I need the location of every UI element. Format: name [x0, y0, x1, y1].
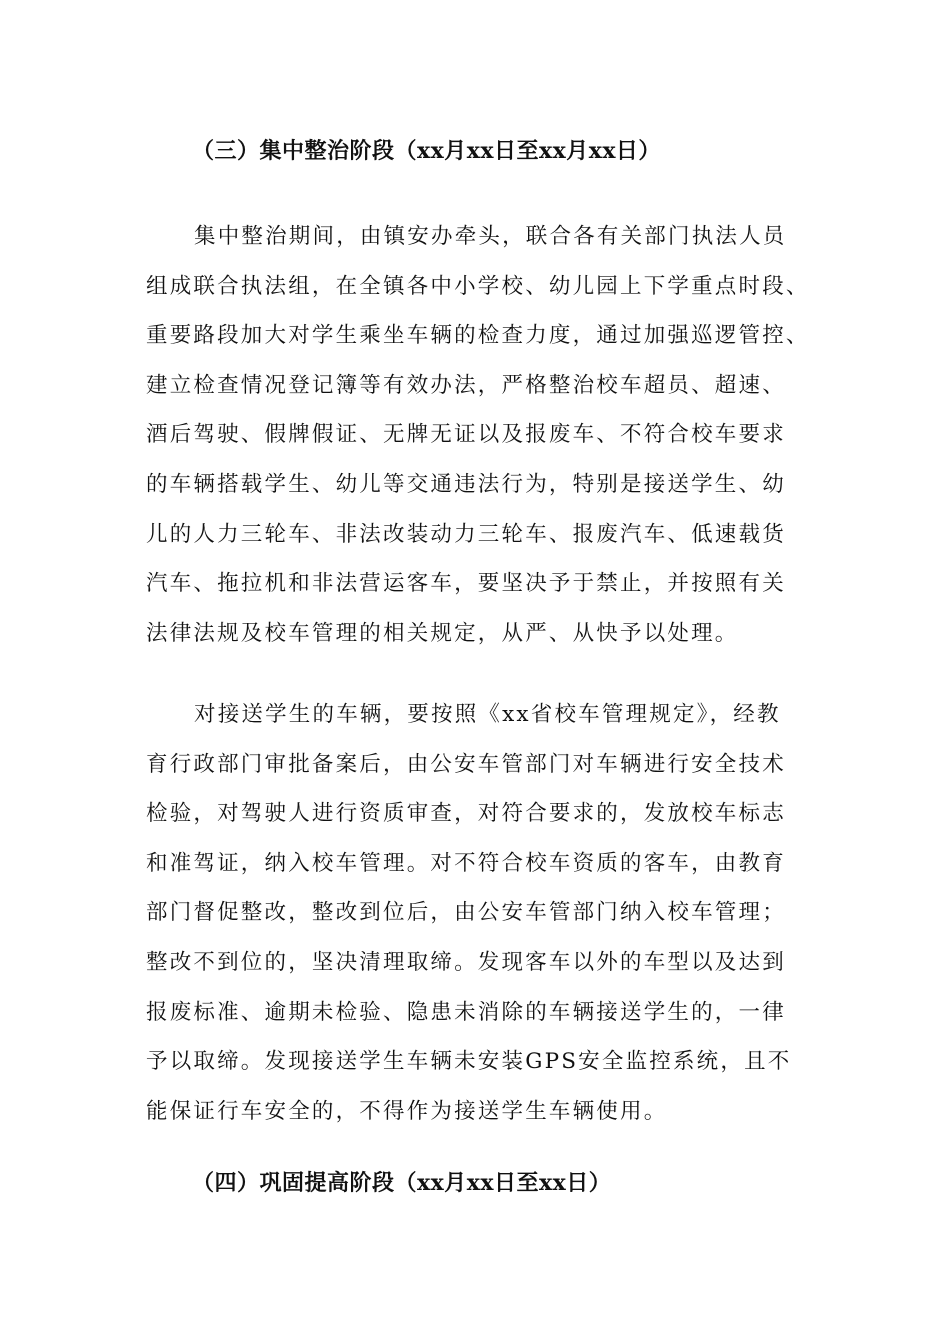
paragraph-line: 儿的人力三轮车、非法改装动力三轮车、报废汽车、低速载货	[146, 521, 786, 547]
paragraph-line: 汽车、拖拉机和非法营运客车，要坚决予于禁止，并按照有关	[146, 571, 786, 597]
paragraph-line: 整改不到位的，坚决清理取缔。发现客车以外的车型以及达到	[146, 949, 786, 975]
paragraph-line: 部门督促整改，整改到位后，由公安车管部门纳入校车管理；	[146, 900, 786, 926]
paragraph-line: 建立检查情况登记簿等有效办法，严格整治校车超员、超速、	[146, 372, 786, 398]
paragraph-line: 报废标准、逾期未检验、隐患未消除的车辆接送学生的，一律	[146, 999, 786, 1025]
paragraph-line: 组成联合执法组，在全镇各中小学校、幼儿园上下学重点时段、	[146, 273, 810, 299]
paragraph-line: 育行政部门审批备案后，由公安车管部门对车辆进行安全技术	[146, 751, 786, 777]
paragraph-line: 能保证行车安全的，不得作为接送学生车辆使用。	[146, 1098, 668, 1124]
paragraph-line: 检验，对驾驶人进行资质审查，对符合要求的，发放校车标志	[146, 801, 786, 827]
section-heading-4: （四）巩固提高阶段（xx月xx日至xx日）	[192, 1170, 612, 1196]
paragraph-line: 重要路段加大对学生乘坐车辆的检查力度，通过加强巡逻管控、	[146, 323, 810, 349]
section-heading-3: （三）集中整治阶段（xx月xx日至xx月xx日）	[192, 138, 661, 164]
paragraph-line: 予以取缔。发现接送学生车辆未安装GPS安全监控系统，且不	[146, 1049, 792, 1075]
paragraph-line: 酒后驾驶、假牌假证、无牌无证以及报废车、不符合校车要求	[146, 422, 786, 448]
paragraph-line: 和准驾证，纳入校车管理。对不符合校车资质的客车，由教育	[146, 850, 786, 876]
paragraph-school-bus-vehicles	[146, 690, 836, 1136]
paragraph-line: 的车辆搭载学生、幼儿等交通违法行为，特别是接送学生、幼	[146, 471, 786, 497]
paragraph-line: 集中整治期间，由镇安办牵头，联合各有关部门执法人员	[194, 224, 787, 249]
paragraph-line: 对接送学生的车辆，要按照《xx省校车管理规定》，经教	[194, 702, 781, 727]
paragraph-line: 法律法规及校车管理的相关规定，从严、从快予以处理。	[146, 620, 739, 646]
paragraph-concentrated-rectification	[146, 212, 836, 658]
